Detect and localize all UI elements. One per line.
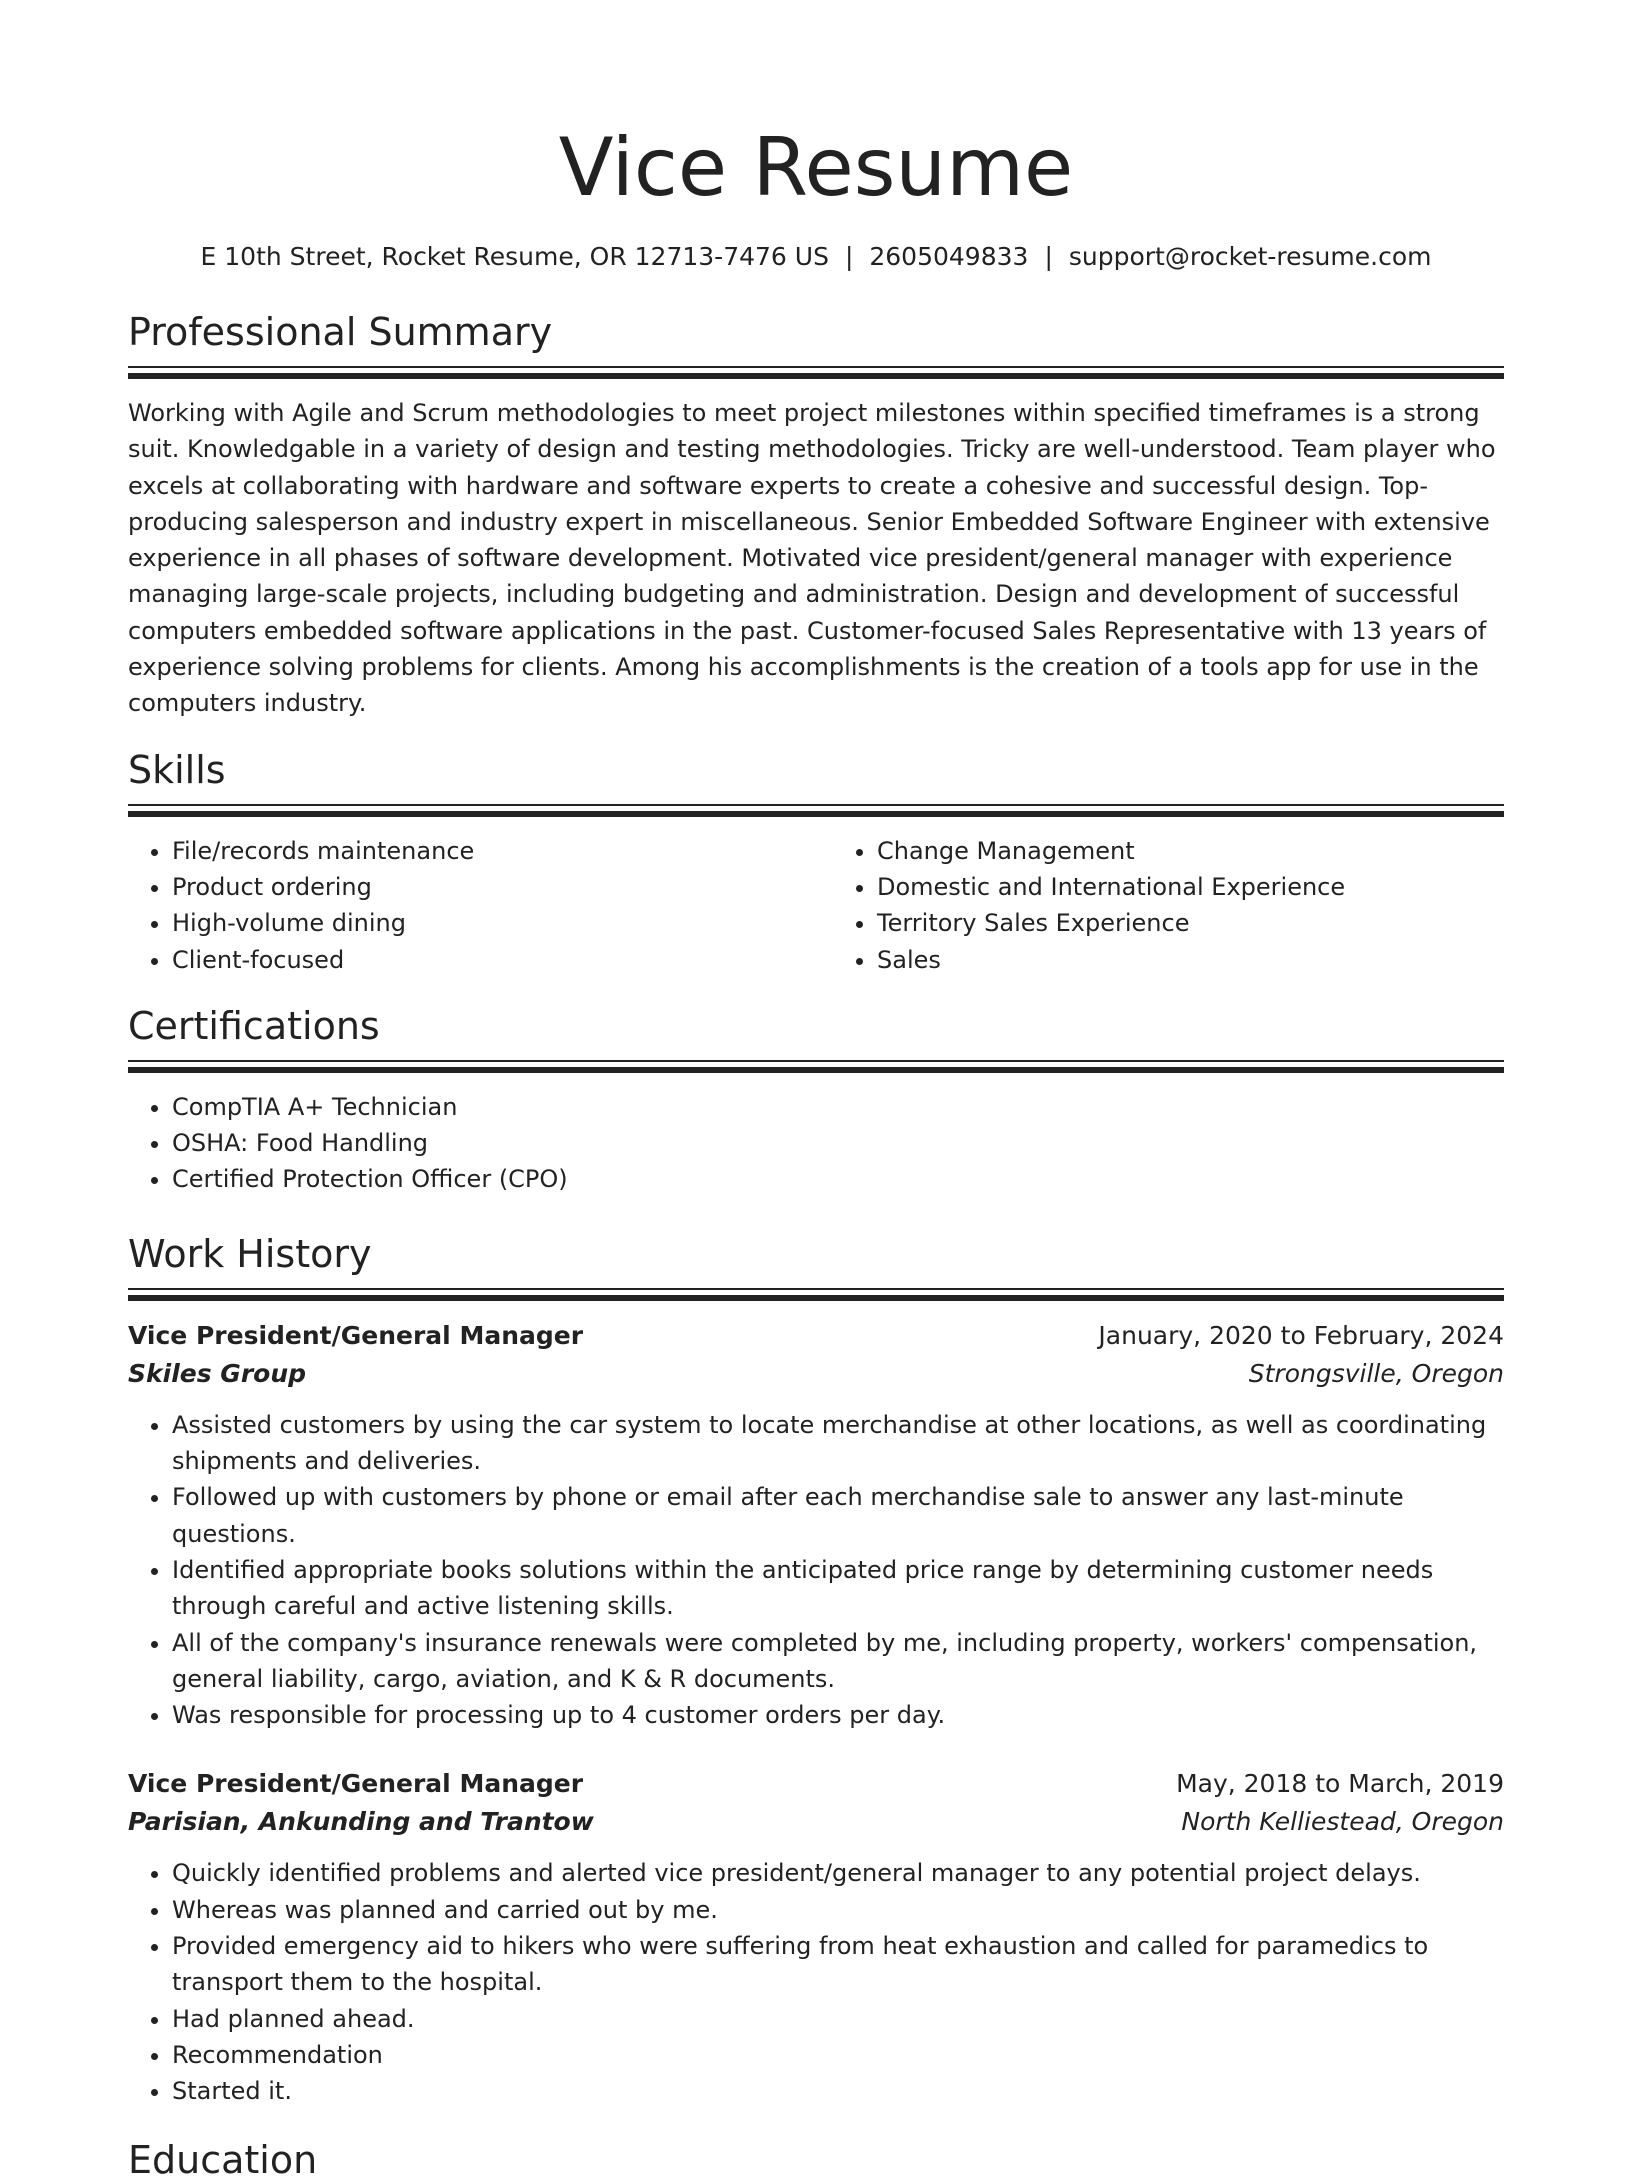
- job-dates: May, 2018 to March, 2019: [1176, 1769, 1504, 1799]
- job-header: [128, 1765, 1504, 1803]
- job-dates: January, 2020 to February, 2024: [1098, 1320, 1504, 1350]
- job-entry: [128, 1765, 1504, 2109]
- skill-item: • Change Management: [877, 833, 1504, 869]
- job-company: Skiles Group: [128, 1358, 307, 1388]
- contact-address: E 10th Street, Rocket Resume, OR 12713-7476 US: [200, 242, 829, 271]
- certification-item: • Certified Protection Officer (CPO): [172, 1161, 1504, 1197]
- summary-section: [128, 308, 1504, 722]
- job-bullet: • Started it.: [172, 2073, 1504, 2109]
- section-divider: [128, 366, 1504, 379]
- certification-item: • OSHA: Food Handling: [172, 1125, 1504, 1161]
- resume-name: Vice Resume: [558, 121, 1074, 214]
- contact-phone: 2605049833: [869, 242, 1029, 271]
- job-bullets: [128, 1855, 1504, 2109]
- certification-item: • CompTIA A+ Technician: [172, 1089, 1504, 1125]
- skill-item: • Sales: [877, 942, 1504, 978]
- job-bullet: • Had planned ahead.: [172, 2001, 1504, 2037]
- skill-item: • File/records maintenance: [172, 833, 799, 869]
- job-entry: [128, 1317, 1504, 1734]
- skill-item: • Territory Sales Experience: [877, 905, 1504, 941]
- section-title-summary: Professional Summary: [128, 310, 553, 354]
- job-subheader: [128, 1803, 1504, 1841]
- contact-separator: |: [844, 242, 854, 271]
- section-title-skills: Skills: [128, 747, 226, 792]
- job-location: Strongsville, Oregon: [1248, 1358, 1504, 1388]
- contact-email: support@rocket-resume.com: [1068, 242, 1432, 271]
- job-bullet: • Was responsible for processing up to 4 customer orders per day.: [172, 1697, 1504, 1733]
- job-bullet: • Provided emergency aid to hikers who were suffering from heat exhaustion and called for paramedics to transport them to the hospital.: [172, 1928, 1504, 2001]
- job-header: [128, 1317, 1504, 1355]
- skill-item: • High-volume dining: [172, 905, 799, 941]
- skills-right-list: [833, 833, 1504, 978]
- job-subheader: [128, 1355, 1504, 1393]
- job-bullet: • Assisted customers by using the car system to locate merchandise at other locations, as well as coordinating shipments and deliveries.: [172, 1407, 1504, 1480]
- section-divider: [128, 804, 1504, 817]
- contact-line: [128, 240, 1504, 274]
- skill-item: • Client-focused: [172, 942, 799, 978]
- summary-text: Working with Agile and Scrum methodologies to meet project milestones within specified timeframes is a strong suit. Knowledgable in a variety of design and testing methodologies. Tricky are well-understood. Team player who excels at collaborating with hardware and software experts to create a cohesive and successful design. Top-producing salesperson and industry expert in miscellaneous. Senior Embedded Software Engineer with extensive experience in all phases of software development. Motivated vice president/general manager with experience managing large-scale projects, including budgeting and administration. Design and development of successful computers embedded software applications in the past. Customer-focused Sales Representative with 13 years of experience solving problems for clients. Among his accomplishments is the creation of a tools app for use in the computers industry.: [128, 399, 1496, 718]
- skills-section: [128, 746, 1504, 978]
- section-title-work-history: Work History: [128, 1231, 372, 1276]
- job-title: Vice President/General Manager: [128, 1320, 584, 1350]
- job-bullet: • Identified appropriate books solutions within the anticipated price range by determining customer needs through careful and active listening skills.: [172, 1552, 1504, 1625]
- section-divider: [128, 1060, 1504, 1073]
- job-bullet: • Whereas was planned and carried out by me.: [172, 1892, 1504, 1928]
- skill-item: • Domestic and International Experience: [877, 869, 1504, 905]
- contact-separator: |: [1044, 242, 1053, 271]
- work-history-section: [128, 1230, 1504, 2110]
- skills-columns: [128, 833, 1504, 978]
- job-bullet: • All of the company's insurance renewals were completed by me, including property, workers' compensation, general liability, cargo, aviation, and K & R documents.: [172, 1625, 1504, 1698]
- skill-item: • Product ordering: [172, 869, 799, 905]
- job-title: Vice President/General Manager: [128, 1769, 584, 1799]
- section-title-education: Education: [128, 2137, 318, 2182]
- job-bullet: • Followed up with customers by phone or email after each merchandise sale to answer any last-minute questions.: [172, 1479, 1504, 1552]
- resume-page: [128, 0, 1504, 2184]
- section-title-certifications: Certifications: [128, 1003, 380, 1048]
- certifications-list: [128, 1089, 1504, 1198]
- education-section: [128, 2136, 1504, 2184]
- job-company: Parisian, Ankunding and Trantow: [128, 1807, 594, 1837]
- job-bullet: • Quickly identified problems and alerted vice president/general manager to any potential project delays.: [172, 1855, 1504, 1891]
- job-bullet: • Recommendation: [172, 2037, 1504, 2073]
- job-location: North Kelliestead, Oregon: [1181, 1807, 1504, 1837]
- job-bullets: [128, 1407, 1504, 1734]
- section-divider: [128, 1288, 1504, 1301]
- skills-left-list: [128, 833, 799, 978]
- certifications-section: [128, 1002, 1504, 1198]
